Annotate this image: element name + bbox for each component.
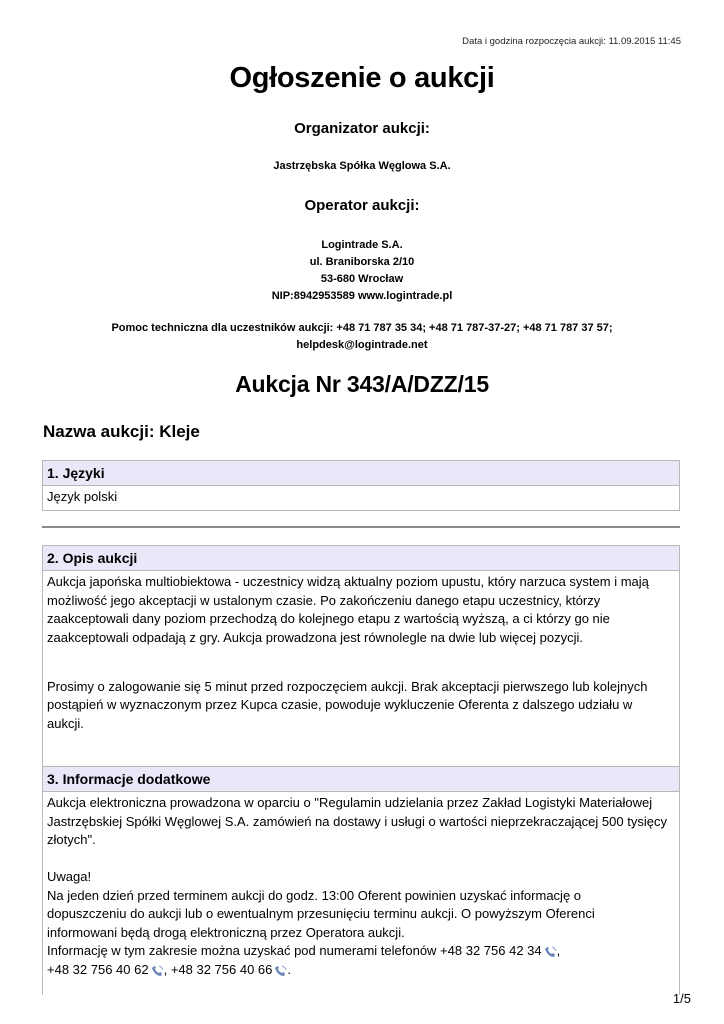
operator-street: ul. Braniborska 2/10	[309, 256, 415, 268]
support-phones: Pomoc techniczna dla uczestników aukcji: +48 71 787 35 34; +48 71 787-37-27; +48 71 787 37 57;	[111, 322, 613, 334]
organizer-heading: Organizator aukcji:	[294, 120, 430, 137]
section-divider	[42, 526, 680, 528]
phone-text: +48 32 756 40 62	[47, 961, 149, 977]
text-line	[47, 961, 675, 980]
operator-details	[0, 237, 724, 305]
operator-nip-website: NIP:8942953589 www.logintrade.pl	[271, 290, 453, 302]
text-line: informowani będą drogą elektroniczną przez Operatora aukcji.	[47, 924, 405, 940]
section-description-and-info	[42, 545, 680, 995]
text-line: Na jeden dzień przed terminem aukcji do godz. 13:00 Oferent powinien uzyskać informację o	[47, 887, 582, 903]
section-body: Język polski	[47, 489, 118, 504]
text-line: aukcji.	[47, 715, 84, 731]
text-line: Uwaga!	[47, 869, 92, 884]
text-line: postąpień w wyznaczonym przez Kupca czasie, powoduje wykluczenie Oferenta z dalszego udziału w	[47, 697, 633, 712]
support-email: helpdesk@logintrade.net	[296, 339, 428, 351]
phone-text: Informację w tym zakresie można uzyskać pod numerami telefonów +48 32 756 42 34	[47, 943, 542, 958]
operator-city: 53-680 Wrocław	[320, 273, 404, 285]
phone-icon[interactable]	[543, 945, 557, 957]
auction-name: Nazwa aukcji: Kleje	[43, 422, 200, 441]
page-title: Ogłoszenie o aukcji	[229, 62, 495, 94]
text-line: Jastrzębskiej Spółki Węglowej S.A. zamówień na dostawy i usługi o wartości nieprzekraczającej 500 tysięcy	[47, 813, 667, 829]
auction-start-datetime: Data i godzina rozpoczęcia aukcji: 11.09.2015 11:45	[462, 36, 681, 47]
blank-line	[47, 850, 675, 869]
text-line: zaakceptowali dany poziom przechodzą do kolejnego etapu z wartością wyższą, a ci którzy go nie	[47, 611, 610, 626]
technical-support	[0, 320, 724, 354]
section-body	[43, 571, 679, 766]
blank-line	[47, 647, 675, 666]
section-languages	[42, 460, 680, 511]
phone-separator: ,	[556, 943, 561, 958]
text-line	[47, 942, 675, 961]
text-line: Aukcja elektroniczna prowadzona w oparciu o "Regulamin udzielania przez Zakład Logistyki Materiałowej	[47, 795, 653, 810]
text-line: dopuszczeniu do aukcji lub o ewentualnym przesunięciu terminu aukcji. O powyższym Oferenci	[47, 906, 595, 921]
phone-end: .	[287, 961, 292, 977]
auction-number: Aukcja Nr 343/A/DZZ/15	[235, 371, 489, 397]
blank-line	[47, 666, 675, 678]
operator-company: Logintrade S.A.	[321, 239, 403, 251]
text-line: Aukcja japońska multiobiektowa - uczestnicy widzą aktualny poziom upustu, który narzuca system i mają	[47, 574, 649, 589]
phone-separator: ,	[163, 961, 171, 977]
section-body	[43, 792, 679, 982]
phone-icon[interactable]	[273, 964, 287, 976]
text-line: możliwość jego akceptacji w ustalonym czasie. Po zakończeniu danego etapu uczestnicy, którzy	[47, 592, 601, 608]
phone-text: +48 32 756 40 66	[170, 961, 273, 977]
text-line: zaakceptowali odpadają z gry. Aukcja prowadzona jest równolegle na dwie lub więcej pozycji.	[47, 629, 583, 645]
organizer-name: Jastrzębska Spółka Węglowa S.A.	[273, 160, 451, 172]
section-heading: 2. Opis aukcji	[43, 546, 679, 571]
section-heading: 3. Informacje dodatkowe	[43, 766, 679, 792]
operator-heading: Operator aukcji:	[304, 197, 420, 214]
text-line: Prosimy o zalogowanie się 5 minut przed rozpoczęciem aukcji. Brak akceptacji pierwszego lub kolejnych	[47, 678, 648, 694]
page-number: 1/5	[672, 991, 691, 1006]
section-heading: 1. Języki	[43, 461, 679, 486]
phone-icon[interactable]	[150, 964, 164, 976]
text-line: złotych".	[47, 832, 96, 847]
